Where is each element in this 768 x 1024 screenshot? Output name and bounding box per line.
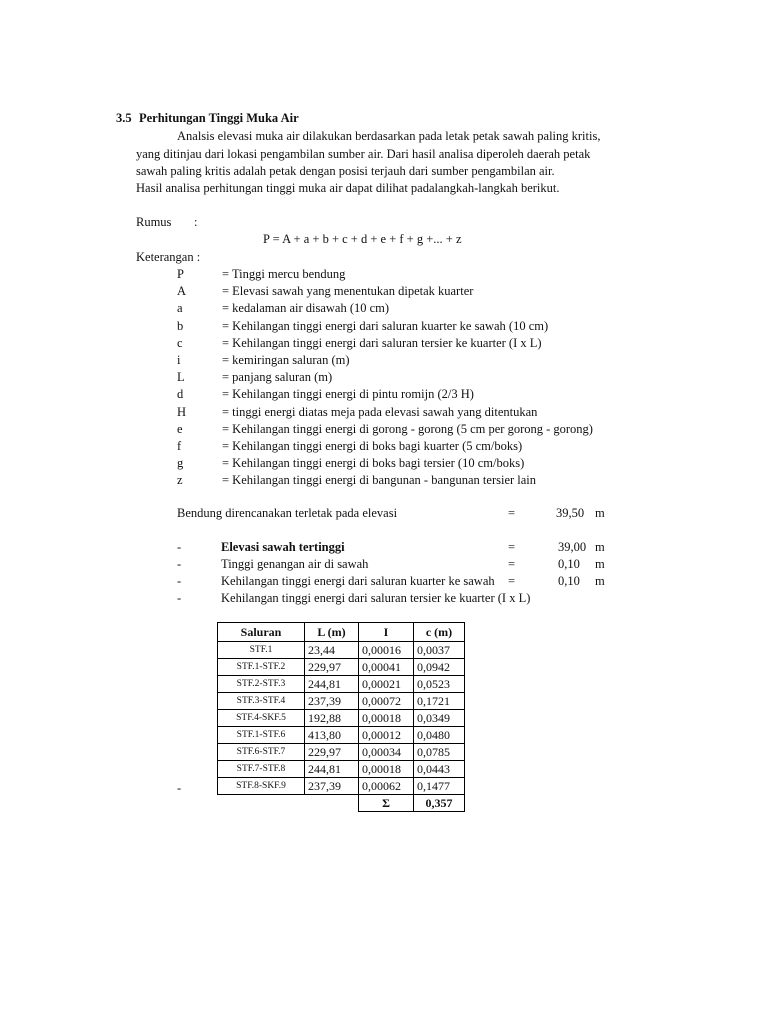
section-number: 3.5 [116,111,132,125]
keterangan-symbol: P [177,267,184,281]
keterangan-symbol: H [177,404,187,419]
keterangan-symbol: L [177,370,185,385]
list-equals: = [508,557,516,571]
bendung-value: 39,50 [556,506,585,520]
keterangan-desc: = Kehilangan tinggi energi dari saluran tersier ke kuarter (I x L) [222,335,542,350]
list-text: Elevasi sawah tertinggi [221,540,345,554]
header-length: L (m) [305,623,359,642]
cell-saluran: STF.1-STF.6 [218,727,305,744]
keterangan-desc: = tinggi energi diatas meja pada elevasi sawah yang ditentukan [222,404,538,419]
header-slope: I [359,623,414,642]
list-value: 0,10 [558,574,580,588]
keterangan-desc: = kemiringan saluran (m) [222,353,350,367]
table-row [218,676,465,693]
rumus-formula: P = A + a + b + c + d + e + f + g +... + z [263,232,462,246]
keterangan-desc: = Elevasi sawah yang menentukan dipetak kuarter [222,284,474,299]
trailing-dash: - [177,781,182,795]
cell-c: 0,1721 [414,693,465,710]
list-dash: - [177,540,182,554]
keterangan-desc: = panjang saluran (m) [222,370,333,385]
cell-c: 0,0480 [414,727,465,744]
cell-slope: 0,00041 [359,659,414,676]
cell-saluran: STF.8-SKF.9 [218,778,305,795]
cell-slope: 0,00072 [359,693,414,710]
list-text: Kehilangan tinggi energi dari saluran kuarter ke sawah [221,574,495,588]
cell-c: 0,0443 [414,761,465,778]
keterangan-label: Keterangan : [136,250,201,264]
cell-slope: 0,00021 [359,676,414,693]
keterangan-symbol: f [177,439,182,453]
list-unit: m [595,557,605,571]
table-row [218,642,465,659]
table-row [218,761,465,778]
cell-c: 0,0942 [414,659,465,676]
sum-blank [305,795,359,812]
cell-slope: 0,00012 [359,727,414,744]
table-row [218,744,465,761]
paragraph-line: yang ditinjau dari lokasi pengambilan sumber air. Dari hasil analisa diperoleh daerah petak [136,147,591,161]
keterangan-desc: = Kehilangan tinggi energi di pintu romijn (2/3 H) [222,387,474,402]
cell-saluran: STF.7-STF.8 [218,761,305,778]
keterangan-symbol: g [177,456,184,471]
section-title: Perhitungan Tinggi Muka Air [139,111,299,125]
cell-length: 229,97 [305,744,359,761]
header-c: c (m) [414,623,465,642]
cell-slope: 0,00034 [359,744,414,761]
table-sum-row [218,795,465,812]
list-text: Tinggi genangan air di sawah [221,557,369,571]
cell-c: 0,0037 [414,642,465,659]
keterangan-desc: = Kehilangan tinggi energi di boks bagi tersier (10 cm/boks) [222,456,525,471]
list-value: 39,00 [558,540,587,554]
paragraph-line: Hasil analisa perhitungan tinggi muka air dapat dilihat padalangkah-langkah berikut. [136,181,560,195]
list-text: Kehilangan tinggi energi dari saluran tersier ke kuarter (I x L) [221,591,531,605]
cell-length: 192,88 [305,710,359,727]
cell-saluran: STF.6-STF.7 [218,744,305,761]
sum-symbol: Σ [359,795,414,812]
rumus-colon: : [194,215,198,229]
cell-length: 237,39 [305,693,359,710]
keterangan-symbol: c [177,335,183,350]
cell-c: 0,0785 [414,744,465,761]
table-row [218,778,465,795]
rumus-label: Rumus [136,215,172,229]
keterangan-desc: = Tinggi mercu bendung [222,267,346,281]
keterangan-symbol: e [177,421,183,436]
bendung-equals: = [508,506,516,520]
list-equals: = [508,540,516,554]
table-row [218,693,465,710]
keterangan-desc: = Kehilangan tinggi energi di bangunan - bangunan tersier lain [222,473,537,488]
keterangan-desc: = Kehilangan tinggi energi di gorong - gorong (5 cm per gorong - gorong) [222,421,593,436]
cell-c: 0,0349 [414,710,465,727]
table-row [218,710,465,727]
list-dash: - [177,557,182,571]
table-row [218,659,465,676]
keterangan-desc: = Kehilangan tinggi energi dari saluran kuarter ke sawah (10 cm) [222,318,549,333]
cell-saluran: STF.3-STF.4 [218,693,305,710]
cell-length: 237,39 [305,778,359,795]
keterangan-desc: = kedalaman air disawah (10 cm) [222,301,390,316]
keterangan-symbol: z [177,473,183,488]
cell-slope: 0,00018 [359,761,414,778]
keterangan-symbol: d [177,387,184,402]
keterangan-desc: = Kehilangan tinggi energi di boks bagi kuarter (5 cm/boks) [222,439,523,453]
cell-length: 244,81 [305,676,359,693]
keterangan-symbol: A [177,284,187,299]
cell-length: 413,80 [305,727,359,744]
cell-saluran: STF.2-STF.3 [218,676,305,693]
paragraph-line: sawah paling kritis adalah petak dengan posisi terjauh dari sumber pengambilan air. [136,164,555,178]
cell-slope: 0,00062 [359,778,414,795]
cell-length: 244,81 [305,761,359,778]
table-header-row [218,623,465,642]
sum-value: 0,357 [414,795,465,812]
cell-saluran: STF.1 [218,642,305,659]
cell-slope: 0,00016 [359,642,414,659]
table-row [218,727,465,744]
list-value: 0,10 [558,557,580,571]
list-equals: = [508,574,516,588]
cell-length: 229,97 [305,659,359,676]
header-saluran: Saluran [218,623,305,642]
list-dash: - [177,591,182,605]
cell-saluran: STF.4-SKF.5 [218,710,305,727]
channel-table [217,622,465,812]
keterangan-symbol: a [177,301,183,316]
keterangan-symbol: b [177,318,184,333]
keterangan-symbol: i [177,353,181,367]
paragraph-line: Analsis elevasi muka air dilakukan berdasarkan pada letak petak sawah paling kritis, [177,129,601,143]
list-unit: m [595,540,605,554]
bendung-text: Bendung direncanakan terletak pada elevasi [177,506,398,520]
list-dash: - [177,574,182,588]
list-unit: m [595,574,605,588]
cell-saluran: STF.1-STF.2 [218,659,305,676]
bendung-unit: m [595,506,605,520]
cell-length: 23,44 [305,642,359,659]
cell-slope: 0,00018 [359,710,414,727]
cell-c: 0,0523 [414,676,465,693]
cell-c: 0,1477 [414,778,465,795]
sum-blank [218,795,305,812]
